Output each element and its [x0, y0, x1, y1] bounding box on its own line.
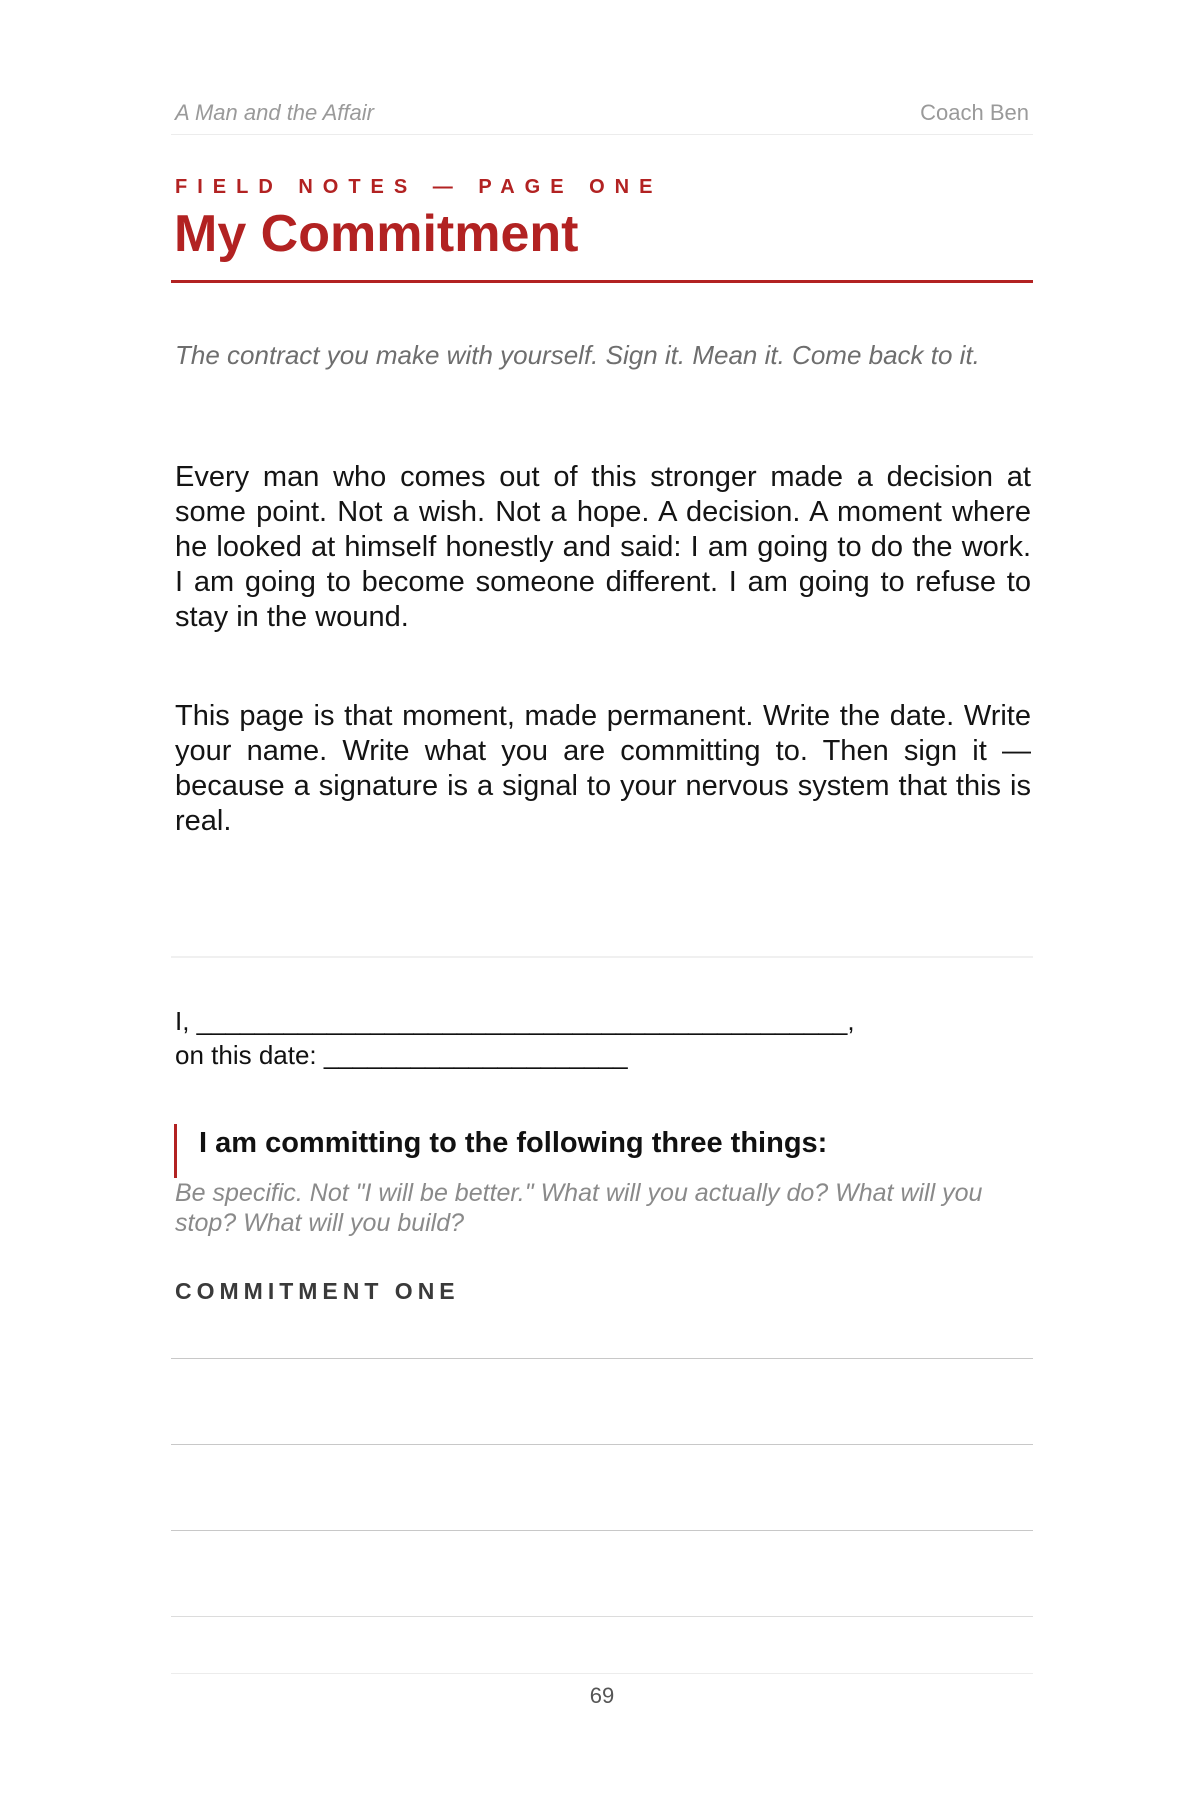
writing-line[interactable]	[171, 1358, 1033, 1359]
date-fill-line[interactable]: on this date: _____________________	[175, 1040, 628, 1070]
section-eyebrow: FIELD NOTES — PAGE ONE	[175, 176, 663, 198]
commitments-hint: Be specific. Not "I will be better." What will you actually do? What will you stop? What will you build?	[175, 1179, 983, 1237]
title-divider	[171, 280, 1033, 283]
page-number: 69	[589, 1683, 615, 1708]
writing-line[interactable]	[171, 1530, 1033, 1531]
intro-subtitle: The contract you make with yourself. Sign it. Mean it. Come back to it.	[175, 340, 980, 370]
section-divider	[171, 956, 1033, 958]
footer-divider	[171, 1673, 1033, 1674]
page-title: My Commitment	[174, 205, 579, 263]
writing-line[interactable]	[171, 1444, 1033, 1445]
commitment-one-label: COMMITMENT ONE	[175, 1278, 460, 1304]
writing-line[interactable]	[171, 1616, 1033, 1617]
body-paragraph-1: Every man who comes out of this stronger made a decision at some point. Not a wish. Not a hope. A decision. A moment where he looked at himself honestly and said: I am going to do the work. I am going to become someone different. I am going to refuse to stay in the wound.	[175, 461, 1031, 633]
commitments-heading-block	[174, 1124, 1034, 1178]
running-header	[175, 98, 1029, 128]
commitments-heading: I am committing to the following three things:	[199, 1127, 828, 1159]
header-divider	[171, 134, 1033, 135]
name-fill-line[interactable]: I, _____________________________________________,	[175, 1006, 855, 1036]
author-name: Coach Ben	[920, 100, 1029, 125]
body-paragraph-2: This page is that moment, made permanent. Write the date. Write your name. Write what you are committing to. Then sign it — because a signature is a signal to your nervous system that this is real.	[175, 700, 1031, 837]
book-title: A Man and the Affair	[175, 100, 374, 125]
document-page	[171, 0, 1033, 1800]
